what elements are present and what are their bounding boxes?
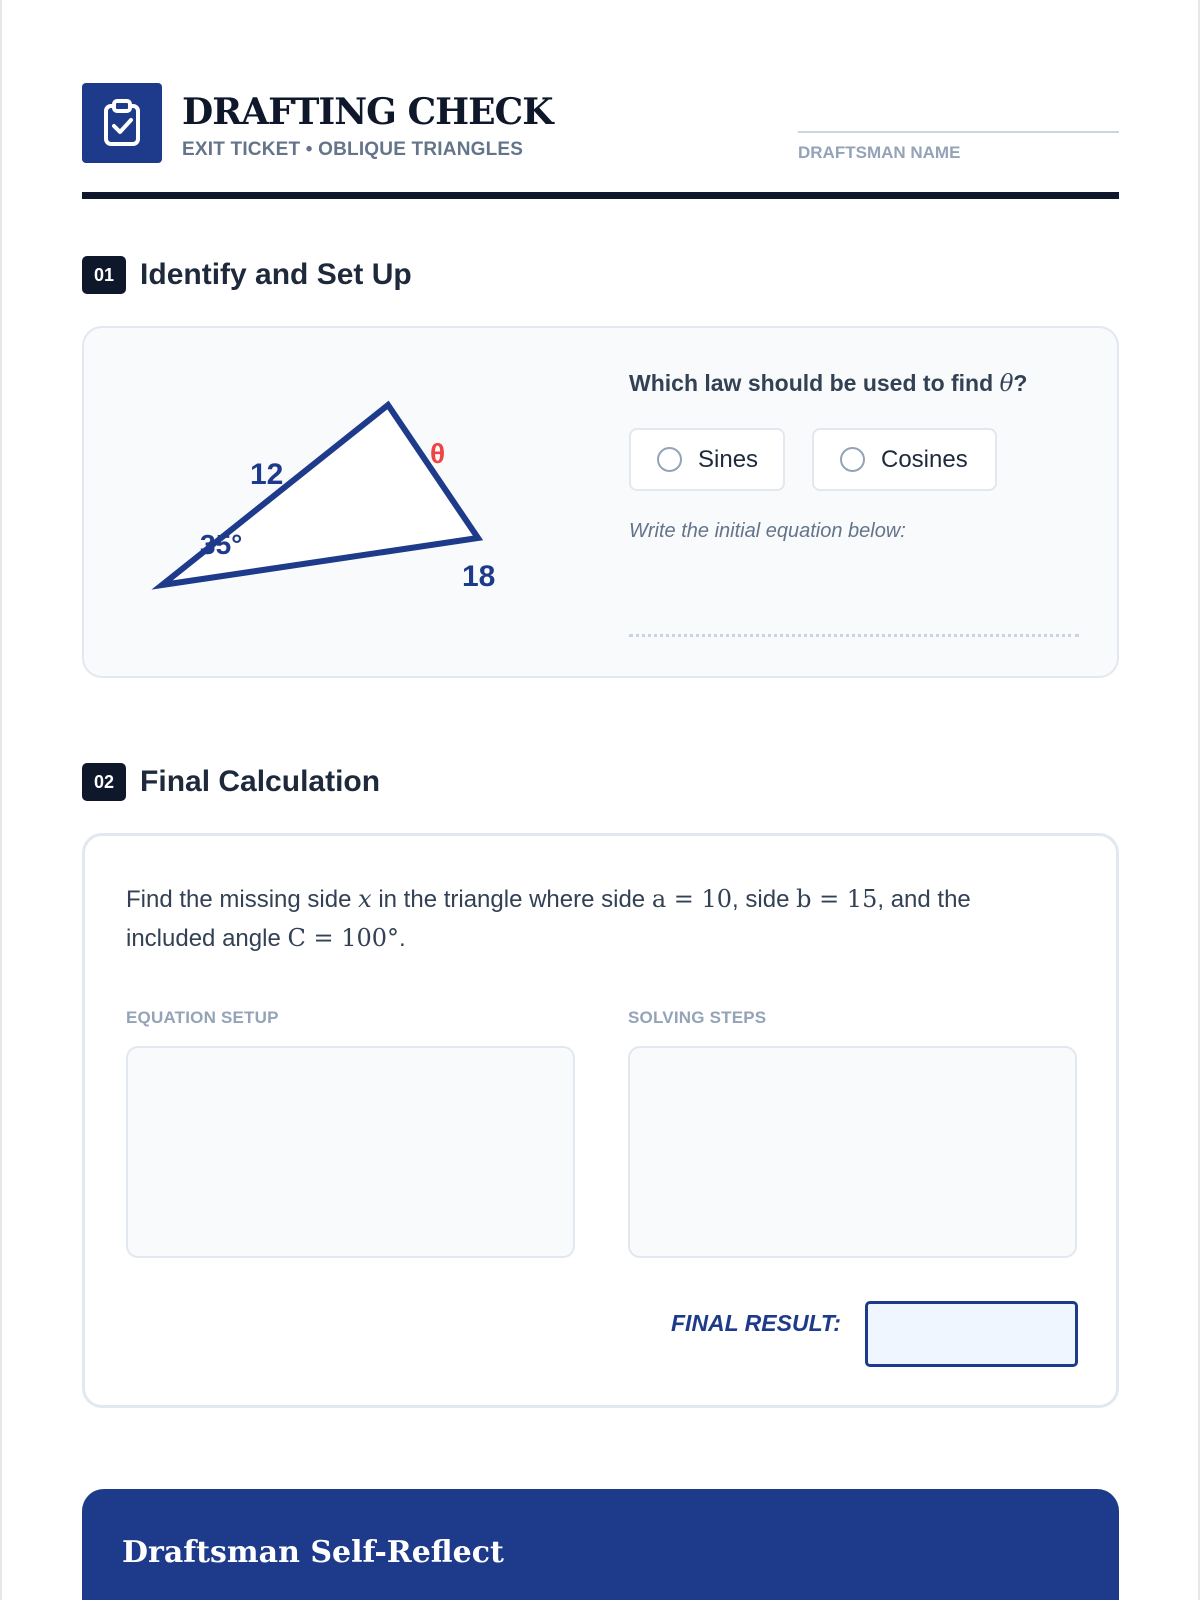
- section-2-header: [82, 763, 380, 801]
- section-number-badge: 01: [82, 256, 126, 294]
- radio-circle-icon[interactable]: [840, 447, 865, 472]
- angle-label-left: 35°: [200, 529, 243, 560]
- section-number-badge: 02: [82, 763, 126, 801]
- equation-hint: Write the initial equation below:: [629, 520, 906, 542]
- name-input-line[interactable]: [798, 131, 1119, 133]
- section-1-header: [82, 256, 412, 294]
- option-cosines[interactable]: [812, 428, 997, 491]
- equation-setup-label: EQUATION SETUP: [126, 1008, 279, 1027]
- side-label-bottom: 18: [462, 560, 496, 593]
- triangle-diagram: [144, 388, 564, 628]
- self-reflect-title: Draftsman Self-Reflect: [122, 1535, 504, 1570]
- law-question: Which law should be used to find θ?: [629, 370, 1028, 397]
- header: [82, 83, 1119, 199]
- problem-statement: Find the missing side x in the triangle where side a = 10, side b = 15, and the included angle C = 100°.: [126, 885, 971, 952]
- theta-symbol: θ: [999, 371, 1014, 397]
- angle-label-theta: θ: [430, 438, 446, 469]
- setup-card: [82, 326, 1119, 678]
- calculation-card: [82, 833, 1119, 1408]
- name-field-label: DRAFTSMAN NAME: [798, 143, 961, 162]
- final-result-label: FINAL RESULT:: [671, 1310, 841, 1336]
- self-reflect-panel: [82, 1489, 1119, 1600]
- equation-answer-line[interactable]: [629, 634, 1079, 637]
- page-edge-left: [0, 0, 2, 1600]
- section-title: Final Calculation: [140, 765, 381, 798]
- solving-steps-box[interactable]: [628, 1046, 1077, 1258]
- side-label-left: 12: [250, 458, 284, 491]
- page-subtitle: EXIT TICKET • OBLIQUE TRIANGLES: [182, 139, 524, 160]
- option-sines[interactable]: [629, 428, 785, 491]
- section-title: Identify and Set Up: [140, 258, 412, 291]
- page-title: DRAFTING CHECK: [182, 91, 553, 133]
- final-result-input[interactable]: [865, 1301, 1078, 1367]
- equation-setup-box[interactable]: [126, 1046, 575, 1258]
- option-label: Cosines: [881, 445, 968, 473]
- option-label: Sines: [698, 445, 759, 473]
- solving-steps-label: SOLVING STEPS: [628, 1008, 767, 1027]
- radio-circle-icon[interactable]: [657, 447, 682, 472]
- clipboard-check-icon: [82, 83, 162, 163]
